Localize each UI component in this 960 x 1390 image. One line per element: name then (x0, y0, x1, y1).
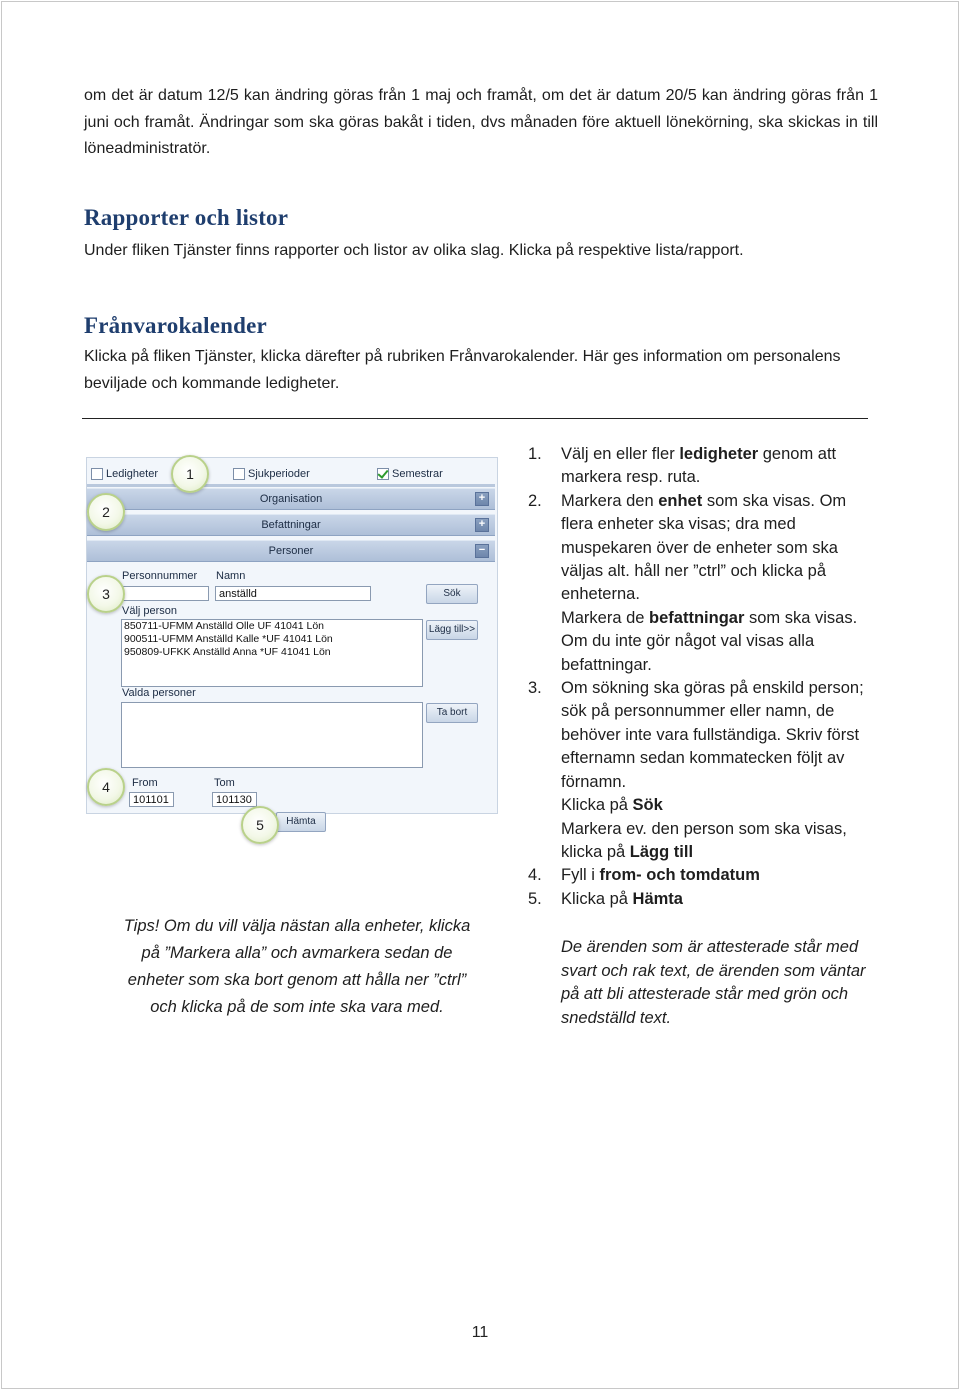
namn-input[interactable]: anställd (215, 586, 371, 601)
step-item (528, 888, 878, 911)
ledigheter-checkbox[interactable] (91, 468, 103, 480)
step-number: 4. (528, 866, 542, 885)
from-input[interactable]: 101101 (129, 792, 174, 807)
step-bold-text: Lägg till (629, 842, 694, 861)
horizontal-rule (82, 418, 868, 419)
ta-bort-button[interactable]: Ta bort (426, 703, 478, 723)
tab-sjukperioder[interactable] (233, 466, 310, 482)
step-text (561, 677, 878, 794)
step-bold-text: befattningar (649, 608, 745, 627)
semestrar-checkbox[interactable] (377, 468, 389, 480)
step-text (561, 818, 878, 865)
heading-franvarokalender: Frånvarokalender (84, 313, 267, 338)
personnummer-input[interactable] (121, 586, 209, 601)
tab-bar (87, 462, 495, 484)
step-number: 1. (528, 445, 542, 463)
bar-label: Personer (268, 545, 314, 557)
step-plain-text: Markera den (561, 491, 659, 510)
sok-button[interactable]: Sök (426, 584, 478, 604)
collapse-minus-icon[interactable]: − (475, 544, 489, 558)
step-text (561, 443, 878, 490)
step-text (561, 607, 878, 677)
marker-2: 2 (87, 493, 125, 531)
rapporter-body: Under fliken Tjänster finns rapporter och listor av olika slag. Klicka på respektive lista/rapport. (84, 242, 744, 259)
organisation-bar[interactable] (87, 488, 495, 510)
step-bold-text: ledigheter (679, 445, 759, 463)
tips-text: Tips! Om du vill välja nästan alla enheter, klicka på ”Markera alla” och avmarkera sedan de enheter som ska bort genom att hålla ner ”ctrl” och klicka på de som inte ska vara med. (123, 917, 471, 1016)
step-plain-text: Markera de (561, 608, 650, 627)
instruction-steps (528, 443, 878, 911)
valda-personer-label: Valda personer (122, 687, 196, 699)
list-item[interactable]: 950809-UFKK Anställd Anna *UF 41041 Lön (124, 646, 331, 658)
from-label: From (132, 777, 158, 789)
tab-label: Semestrar (392, 468, 443, 480)
person-listbox[interactable] (121, 619, 423, 687)
tab-ledigheter[interactable] (91, 466, 158, 482)
personnummer-label: Personnummer (122, 570, 198, 582)
expand-plus-icon[interactable]: + (475, 518, 489, 532)
page-number: 11 (471, 1324, 489, 1341)
step-plain-text: Fyll i (561, 866, 600, 885)
heading-rapporter: Rapporter och listor (84, 205, 289, 230)
step-item (528, 677, 878, 794)
list-item[interactable]: 850711-UFMM Anställd Olle UF 41041 Lön (124, 620, 324, 632)
step-number: 5. (528, 889, 542, 908)
tab-semestrar[interactable] (377, 466, 443, 482)
franvarokalender-screenshot (86, 457, 498, 814)
step-plain-text: genom att markera resp. ruta. (561, 445, 837, 487)
hamta-button[interactable]: Hämta (276, 812, 326, 832)
step-bold-text: enhet (658, 491, 703, 510)
step-bold-text: Hämta (632, 889, 683, 908)
befattningar-bar[interactable] (87, 514, 495, 536)
tab-label: Sjukperioder (248, 468, 310, 480)
step-plain-text: som ska visas. Om du inte gör något val visas alla befattningar. (561, 608, 858, 674)
step-item (528, 443, 878, 490)
step-item (528, 794, 878, 817)
marker-4: 4 (87, 768, 125, 806)
sjukperioder-checkbox[interactable] (233, 468, 245, 480)
step-plain-text: Välj en eller fler (561, 445, 680, 463)
step-item (528, 864, 878, 887)
list-item[interactable]: 900511-UFMM Anställd Kalle *UF 41041 Lön (124, 633, 333, 645)
lagg-till-button[interactable]: Lägg till>> (426, 620, 478, 640)
tom-label: Tom (214, 777, 235, 789)
step-text (561, 490, 878, 607)
attest-note: De ärenden som är attesterade står med svart och rak text, de ärenden som väntar på att bli attesterade står med grön och snedställd text. (561, 938, 866, 1027)
expand-plus-icon[interactable]: + (475, 492, 489, 506)
step-plain-text: som ska visas. Om flera enheter ska visas; dra med muspekaren över de enheter som ska väljas alt. håll ner ”ctrl” och klicka på enheterna. (561, 491, 847, 604)
namn-label: Namn (216, 570, 246, 582)
step-item (528, 490, 878, 607)
valda-personer-listbox[interactable] (121, 702, 423, 768)
bar-label: Befattningar (261, 519, 321, 531)
step-number: 3. (528, 679, 542, 698)
step-item (528, 607, 878, 677)
step-plain-text: Markera ev. den person som ska visas, klicka på (561, 819, 847, 861)
step-plain-text: Om sökning ska göras på enskild person; sök på personnummer eller namn, de behöver inte vara fullständiga. Skriv först efternamn sedan kommatecken följt av förnamn. (561, 679, 864, 791)
personer-bar[interactable] (87, 540, 495, 562)
intro-paragraph: om det är datum 12/5 kan ändring göras från 1 maj och framåt, om det är datum 20/5 kan ändring göras från 1 juni och framåt. Ändringar som ska göras bakåt i tiden, dvs månaden före aktuell lönekörning, ska skickas in till löneadministratör. (84, 87, 878, 157)
tab-underline (87, 484, 495, 487)
tom-input[interactable]: 101130 (212, 792, 257, 807)
bar-label: Organisation (259, 493, 323, 505)
franvarokalender-body: Klicka på fliken Tjänster, klicka därefter på rubriken Frånvarokalender. Här ges information om personalens beviljade och kommande ledigheter. (84, 348, 841, 392)
step-item (528, 818, 878, 865)
marker-3: 3 (87, 575, 125, 613)
step-plain-text: Klicka på (561, 796, 633, 815)
step-text (561, 888, 878, 911)
tab-label: Ledigheter (106, 468, 158, 480)
marker-5: 5 (241, 806, 279, 844)
step-text (561, 864, 878, 887)
step-text (561, 794, 878, 817)
step-number: 2. (528, 491, 542, 510)
marker-1: 1 (171, 455, 209, 493)
valj-person-label: Välj person (122, 605, 178, 617)
step-bold-text: Sök (632, 796, 663, 815)
step-bold-text: from- och tomdatum (599, 866, 760, 885)
step-plain-text: Klicka på (561, 889, 633, 908)
